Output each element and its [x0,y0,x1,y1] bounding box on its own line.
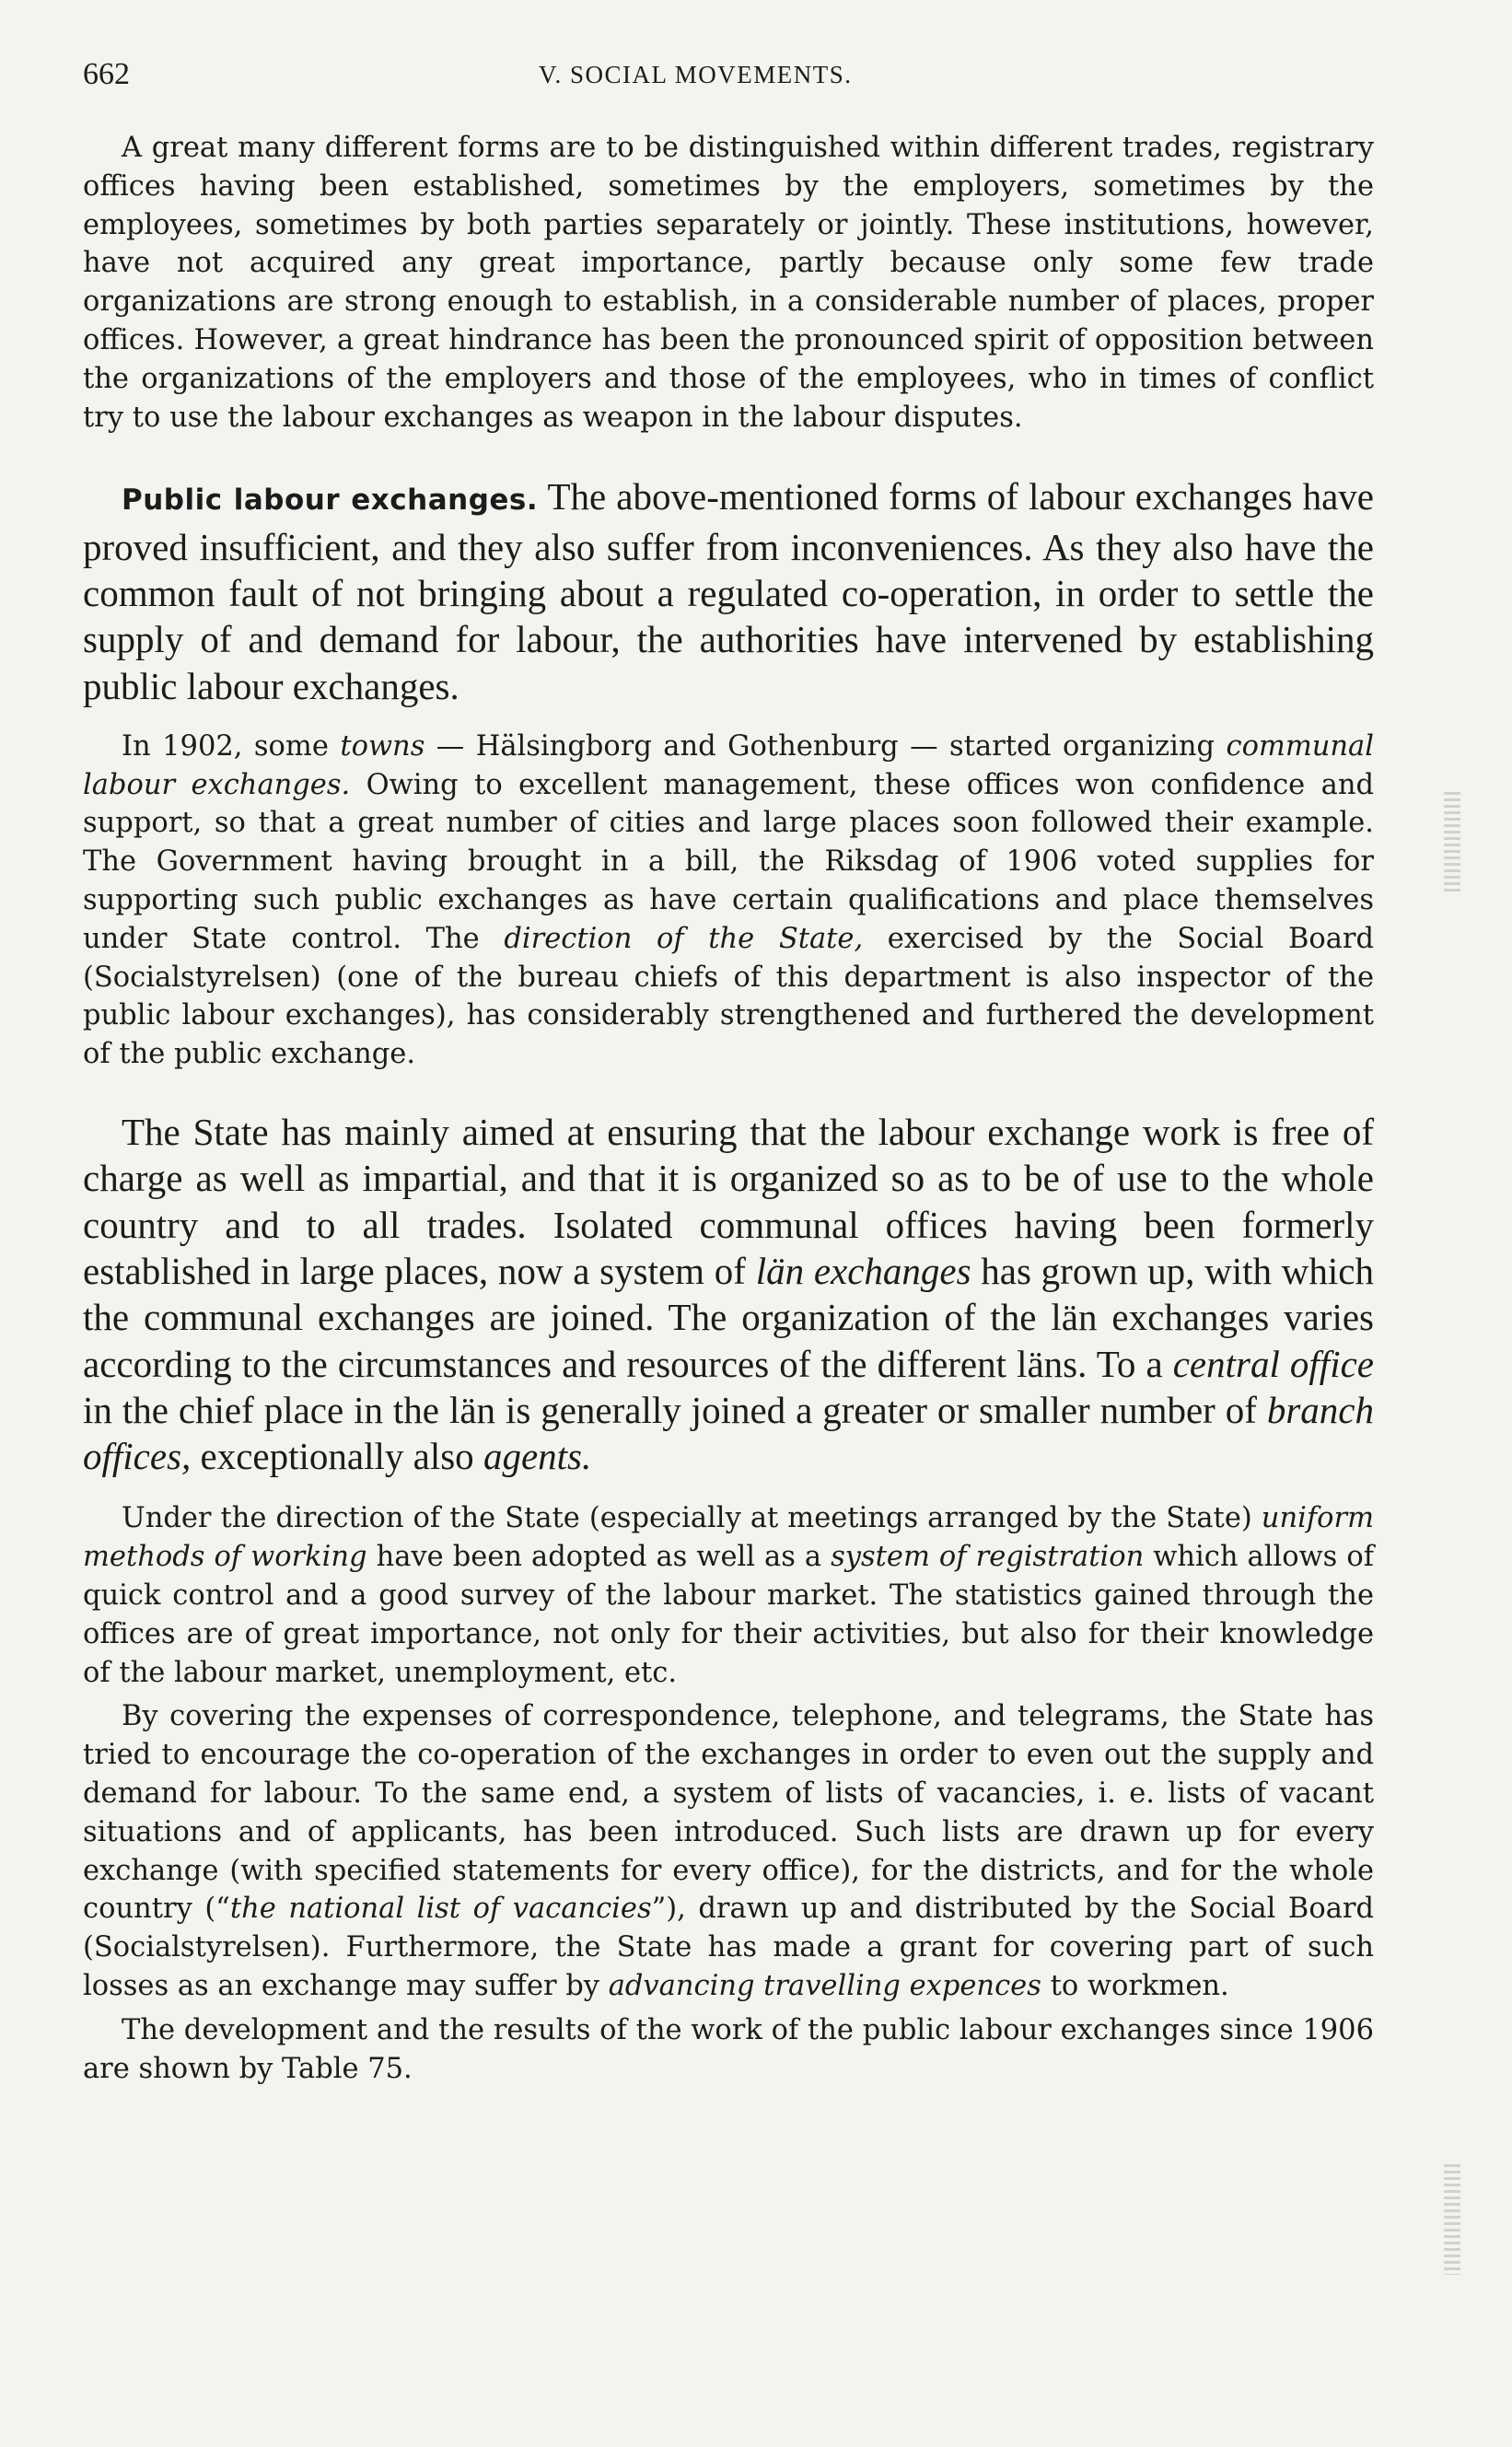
paragraph-trade-registries: A great many different forms are to be distinguished within different trades, registrary offices having been established, sometimes by the employers, sometimes by the employees, sometimes by both parties separately or jointly. These institutions, however, have not acquired any great importance, partly because only some few trade organizations are strong enough to establish, in a considerable number of places, proper offices. However, a great hindrance has been the pronounced spirit of opposition between the organizations of the employers and those of the employees, who in times of conflict try to use the labour exchanges as weapon in the labour disputes. [83,132,1374,434]
margin-speckle-lower [1444,2164,1460,2275]
section-heading-public-labour-exchanges: Public labour exchanges. [122,484,539,518]
running-head: V. SOCIAL MOVEMENTS. [539,61,853,88]
paragraph-communal-exchanges: In 1902, some towns — Hälsingborg and Gothenburg — started organizing communal labour exchanges. Owing to excellent management, these offices won confidence and support, so that a great number of cities and large places soon followed their example. The Government having brought in a bill, the Riksdag of 1906 voted supplies for supporting such public exchanges as have certain qualifications and place themselves under State control. The direction of the State, exercised by the Social Board (Socialstyrelsen) (one of the bureau chiefs of this department is also inspector of the public labour exchanges), has considerably strengthened and furthered the development of the public exchange. [83,729,1375,1071]
paragraph-lists-of-vacancies: By covering the expenses of correspondence, telephone, and telegrams, the State has tried to encourage the co-operation of the exchanges in order to even out the supply and demand for labour. To the same end, a system of lists of vacancies, i. e. lists of vacant situations and of applicants, has been introduced. Such lists are drawn up for every exchange (with specified statements for every office), for the districts, and for the whole country (“the national list of vacancies”), drawn up and distributed by the Social Board (Socialstyrelsen). Furthermore, the State has made a grant for covering part of such losses as an exchange may suffer by advancing travelling expences to workmen. [83,1700,1374,2002]
page-number: 662 [83,57,130,91]
paragraph-table-reference: The development and the results of the work of the public labour exchanges since 1906 are shown by Table 75. [83,2013,1374,2085]
paragraph-state-aims: The State has mainly aimed at ensuring that the labour exchange work is free of charge as well as impartial, and that it is organized so as to be of use to the whole country and to all trades. Isolated communal offices having been formerly established in large places, now a system of län exchanges has grown up, with which the communal exchanges are joined. The organization of the län exchanges varies according to the circumstances and resources of the different läns. To a central office in the chief place in the län is generally joined a greater or smaller number of branch offices, exceptionally also agents. [83,1111,1374,1478]
body-text [83,129,1374,2088]
paragraph-uniform-methods: Under the direction of the State (especially at meetings arranged by the State) uniform methods of working have been adopted as well as a system of registration which allows of quick control and a good survey of the labour market. The statistics gained through the offices are of great importance, not only for their activities, but also for their knowledge of the labour market, unemployment, etc. [83,1502,1375,1689]
page-header [83,57,1372,94]
paragraph-public-labour-exchanges: Public labour exchanges. The above-mentioned forms of labour exchanges have proved insufficient, and they also suffer from inconveniences. As they also have the common fault of not bringing about a regulated co-operation, in order to settle the supply of and demand for labour, the authorities have intervened by establishing public labour exchanges. [83,475,1374,707]
margin-speckle-upper [1444,792,1460,893]
